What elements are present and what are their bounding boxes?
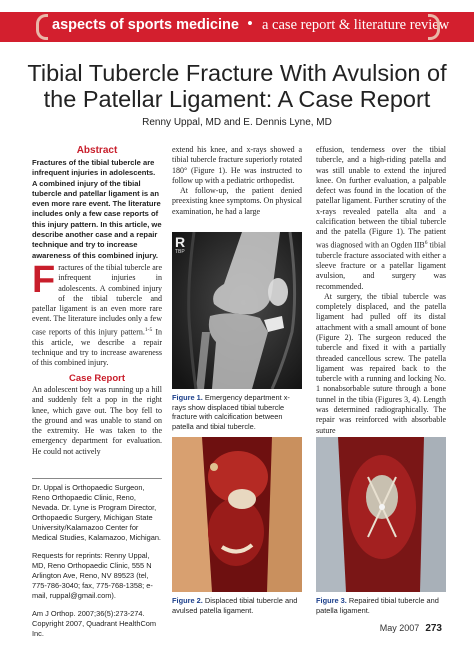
figure-2-caption-text: Displaced tibial tubercle and avulsed patella ligament. [172, 596, 298, 615]
column-2-text [172, 145, 302, 217]
col2-paragraph-2: At follow-up, the patient denied preexisting knee symptoms. On physical examination, he had a large [172, 186, 302, 216]
article-type-label: a case report & literature review [262, 17, 450, 33]
citation-ref-6: 6 [424, 239, 428, 246]
header-banner [0, 12, 474, 42]
figure-1-label: Figure 1. [172, 393, 203, 402]
intro-text: ractures of the tibial tubercle are infrequent injuries in adolescents. A combined injury of the tibial tubercle and patellar ligament is an even more rare event. The literature includes only a few case reports of this injury pattern. [32, 263, 162, 337]
reprint-request: Requests for reprints: Renny Uppal, MD, Reno Orthopaedic Clinic, 555 N Arlington Ave, Reno, NV 89523 (tel, 775-786-3040; fax, 775-768-1358; e-mail, ruppal@gmail.com). [32, 551, 153, 600]
figure-2-caption [172, 596, 302, 615]
page-footer [380, 623, 442, 634]
citation-ref: 1-5 [144, 326, 153, 333]
figure-3-label: Figure 3. [316, 596, 347, 605]
col2-paragraph-1: extend his knee, and x-rays showed a tibial tubercle fracture superiorly rotated 180° (Figure 1). He was instructed to follow up with a pediatric orthopedist. [172, 145, 302, 185]
abstract-heading: Abstract [76, 145, 118, 156]
figure-3-surgical-photo [316, 437, 446, 592]
xray-marker-subscript: TBP [175, 249, 185, 255]
col3-paragraph-1 [316, 145, 446, 292]
affiliation-block [32, 483, 162, 646]
author-affiliations: Dr. Uppal is Orthopaedic Surgeon, Reno Orthopaedic Clinic, Reno, Nevada. Dr. Lyne is Program Director, Orthopaedic Surgery, Michigan State University/Kalamazoo Center for Medical Studies, Kalamazoo, Michigan. [32, 483, 161, 542]
article-title [0, 60, 474, 112]
title-line-1: Tibial Tubercle Fracture With Avulsion of [27, 60, 447, 86]
left-bracket-ornament [36, 14, 48, 40]
abstract-text: Fractures of the tibial tubercle are infrequent injuries in adolescents. A combined injury of the tibial tubercle and patellar ligament is an even more rare event. The literature includes only a few case reports of this injury pattern. In this article, we describe another case and a repair technique and try to increase awareness of this combined injury. [32, 158, 162, 260]
xray-knee-illustration [172, 232, 302, 389]
figure-1-caption-text: Emergency department x-rays show displaced tibial tubercle fracture with calcification between patella and tibial tubercle. [172, 393, 290, 431]
page-number: 273 [425, 623, 442, 634]
title-line-2: the Patellar Ligament: A Case Report [43, 86, 431, 112]
drop-cap: F [32, 259, 56, 301]
author-byline: Renny Uppal, MD and E. Dennis Lyne, MD [142, 117, 332, 128]
section-series-label: aspects of sports medicine [52, 17, 239, 33]
surgical-field-illustration [172, 437, 302, 592]
figure-1-caption [172, 393, 302, 431]
intro-text-cont: In this article, we describe a repair technique and try to increase awareness of this combined injury. [32, 327, 162, 368]
col3-para1-end: tibial tubercle fracture associated with either a sleeve fracture or a patellar ligament avulsion, and surgery was recommended. [316, 240, 446, 291]
issue-date: May 2007 [379, 623, 420, 633]
right-bracket-ornament [428, 14, 440, 40]
column-3-text [316, 145, 446, 436]
figure-2-surgical-photo [172, 437, 302, 592]
figure-3-caption-text: Repaired tibial tubercle and patella ligament. [316, 596, 439, 615]
figure-1-xray-image [172, 232, 302, 389]
case-report-heading: Case Report [69, 373, 125, 384]
repair-field-illustration [316, 437, 446, 592]
bullet-separator: • [247, 14, 253, 33]
intro-paragraph [32, 259, 162, 369]
journal-citation: Am J Orthop. 2007;36(5):273-274. Copyright 2007, Quadrant HealthCom Inc. [32, 609, 157, 638]
figure-3-caption [316, 596, 446, 615]
affiliation-divider [32, 478, 162, 479]
col3-paragraph-2: At surgery, the tibial tubercle was completely displaced, and the patella ligament had pulled off its distal attachment with a small amount of bone (Figure 2). The surgeon reduced the tubercle and fixed it with a partially threaded cancellous screw. The patella ligament was repaired back to the tubercle with a running and locking No. 1 nonabsorbable suture through a bone tunnel in the tibia (Figures 3, 4). Length was determined radiographically. The repair was reinforced with absorbable suture [316, 291, 446, 435]
xray-right-marker: R [175, 234, 186, 250]
figure-2-label: Figure 2. [172, 596, 203, 605]
abstract-block [32, 145, 162, 261]
col3-para1-text: effusion, tenderness over the tibial tubercle, and a high-riding patella and was still unable to extend the injured knee. On further evaluation, a palpable defect was found in the location of the patellar ligament. Further scrutiny of the x-rays revealed patella alta and a calcification between the tibial tubercle and the patella (Figure 1). The patient was diagnosed with an Ogden IIB [316, 145, 446, 250]
case-report-paragraph: An adolescent boy was running up a hill and suddenly felt a pop in the right knee, which gave out. The boy fell to the ground and was unable to stand on the extremity. He was taken to the emergency department for evaluation. He could not actively [32, 385, 162, 456]
